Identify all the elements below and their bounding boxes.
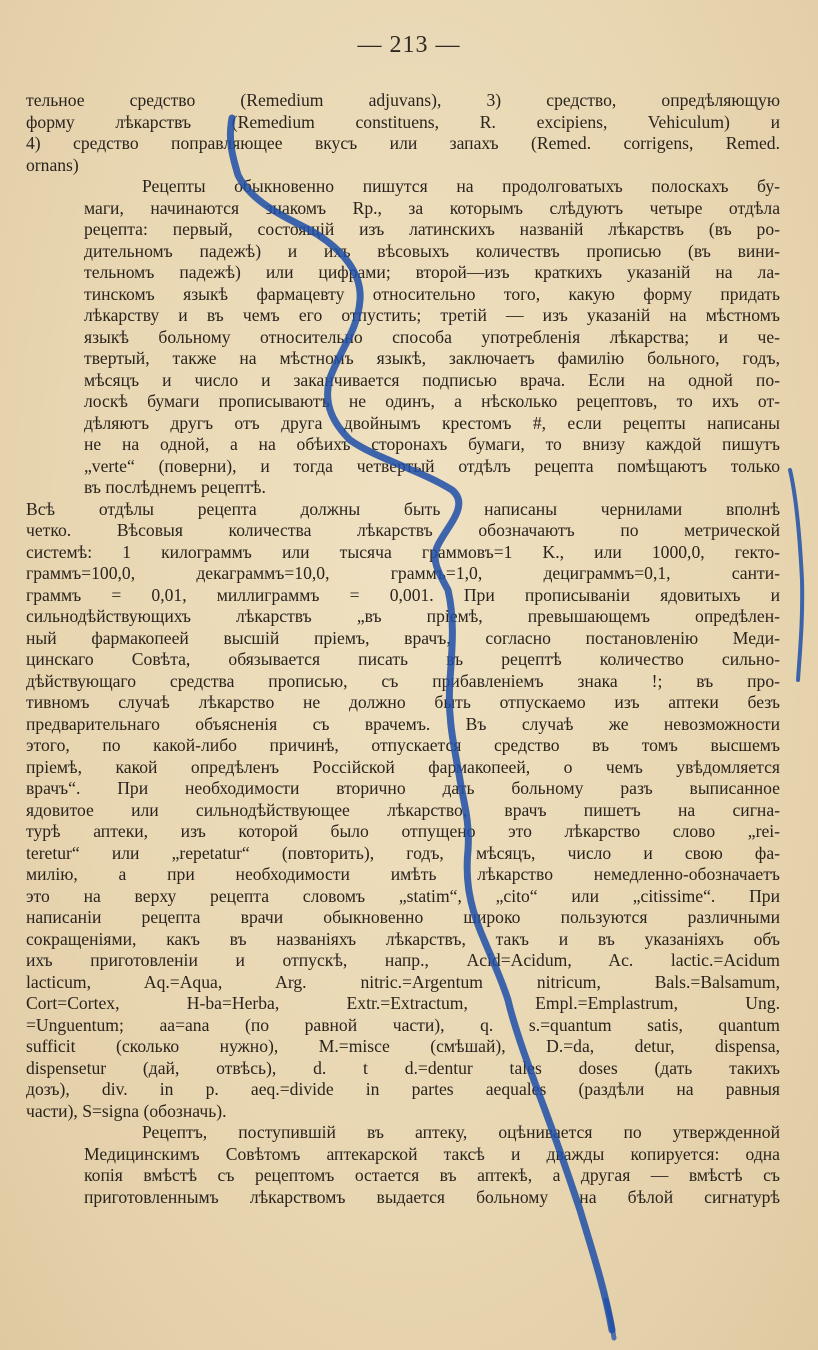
text-line: Медицинскимъ Совѣтомъ аптекарской таксѣ и дважды копируется: одна [84, 1143, 780, 1164]
text-line: лѣкарству и въ чемъ его отпустить; третій — изъ указаній на мѣстномъ [84, 305, 780, 325]
pen-stroke-right [790, 470, 802, 680]
text-line: языкѣ больному относительно способа употребленія лѣкарства; и че- [84, 326, 780, 347]
text-line: копія вмѣстѣ съ рецептомъ остается въ аптекѣ, а другая — вмѣстѣ съ [84, 1165, 780, 1185]
text-line: милію, а при необходимости имѣть лѣкарство немедленно-обозначаетъ [26, 864, 780, 884]
text-line: этого, по какой-либо причинѣ, отпускается средство въ томъ высшемъ [26, 735, 780, 755]
text-line: мѣсяцъ и число и заканчивается подписью врача. Если на одной по- [84, 369, 780, 390]
paragraph-2 [26, 176, 780, 499]
text-line: маги, начинаются знакомъ Rp., за которымъ слѣдуютъ четыре отдѣла [84, 197, 780, 218]
text-line: врачъ“. При необходимости вторично дать больному разъ выписанное [26, 778, 780, 798]
text-line: сокращеніями, какъ въ названіяхъ лѣкарствъ, такъ и въ указаніяхъ объ [26, 928, 780, 949]
text-line: Всѣ отдѣлы рецепта должны быть написаны чернилами вполнѣ [26, 498, 780, 519]
text-line: цинскаго Совѣта, обязывается писать въ рецептѣ количество сильно- [26, 649, 780, 669]
text-line: системѣ: 1 килограммъ или тысяча граммовъ=1 K., или 1000,0, гекто- [26, 541, 780, 562]
text-line: ядовитое или сильнодѣйствующее лѣкарство, врачъ пишетъ на сигна- [26, 799, 780, 820]
text-line: Рецепты обыкновенно пишутся на продолговатыхъ полоскахъ бу- [142, 176, 780, 196]
text-line: написаніи рецепта врачи обыкновенно широко пользуются различными [26, 907, 780, 927]
body-text [26, 90, 780, 1208]
text-line: форму лѣкарствъ (Remedium constituens, R. excipiens, Vehiculum) и [26, 111, 780, 132]
paragraph-4 [26, 1122, 780, 1208]
text-line: dispensetur (дай, отвѣсь), d. t d.=dentur tales doses (дать такихъ [26, 1057, 780, 1078]
text-line: пріемѣ, какой опредѣленъ Россійской фармакопеей, о чемъ увѣдомляется [26, 756, 780, 777]
text-line: предварительнаго объясненія съ врачемъ. Въ случаѣ же невозможности [26, 713, 780, 734]
text-line: это на верху рецепта словомъ „statim“, „cito“ или „citissime“. При [26, 885, 780, 906]
text-line: ный фармакопеей высшій пріемъ, врачъ, согласно постановленію Меди- [26, 627, 780, 648]
text-line: „verte“ (поверни), и тогда четвертый отдѣлъ рецепта помѣщаютъ только [84, 455, 780, 476]
text-line: дозъ), div. in p. aeq.=divide in partes aequales (раздѣли на равныя [26, 1079, 780, 1099]
text-line: 4) средство поправляющее вкусъ или запахъ (Remed. corrigens, Remed. [26, 133, 780, 153]
text-line: sufficit (сколько нужно), M.=misce (смѣшай), D.=da, detur, dispensa, [26, 1036, 780, 1056]
text-line: дѣляютъ другъ отъ друга двойнымъ крестомъ #, если рецепты написаны [84, 412, 780, 433]
text-line: приготовленнымъ лѣкарствомъ выдается больному на бѣлой сигнатурѣ [84, 1186, 780, 1207]
text-line: четко. Вѣсовыя количества лѣкарствъ обозначаютъ по метрической [26, 520, 780, 540]
page-number: — 213 — [357, 32, 461, 58]
text-line: тельномъ падежѣ) или цифрами; второй—изъ краткихъ указаній на ла- [84, 262, 780, 282]
text-line: рецепта: первый, состоящій изъ латинскихъ названій лѣкарствъ (въ ро- [84, 219, 780, 239]
text-line: тинскомъ языкѣ фармацевту относительно того, какую форму придать [84, 283, 780, 304]
text-line: не на одной, а на обѣихъ сторонахъ бумаги, то внизу каждой пишутъ [84, 434, 780, 454]
text-line: части), S=signa (обозначь). [26, 1100, 227, 1121]
text-line: teretur“ или „repetatur“ (повторить), годъ, мѣсяцъ, число и свою фа- [26, 842, 780, 863]
text-line: =Unguentum; aa=ana (по равной части), q. s.=quantum satis, quantum [26, 1014, 780, 1035]
text-line: граммъ=100,0, декаграммъ=10,0, граммъ=1,0, дециграммъ=0,1, санти- [26, 563, 780, 583]
text-line: тивномъ случаѣ лѣкарство не должно быть отпускаемо изъ аптеки безъ [26, 692, 780, 712]
text-line: Cort=Cortex, H-ba=Herba, Extr.=Extractum, Empl.=Emplastrum, Ung. [26, 993, 780, 1013]
text-line: граммъ = 0,01, миллиграммъ = 0,001. При прописываніи ядовитыхъ и [26, 584, 780, 605]
text-line: Рецептъ, поступившій въ аптеку, оцѣнивается по утвержденной [142, 1122, 780, 1142]
paragraph-3 [26, 499, 780, 1123]
text-line: въ послѣднемъ рецептѣ. [84, 477, 266, 497]
text-line: дѣйствующаго средства прописью, съ прибавленіемъ знака !; въ про- [26, 670, 780, 691]
text-line: ornans) [26, 154, 79, 175]
text-line: lacticum, Aq.=Aqua, Arg. nitric.=Argentum nitricum, Bals.=Balsamum, [26, 971, 780, 992]
text-line: дительномъ падежѣ) и ихъ вѣсовыхъ количествъ прописью (въ вини- [84, 240, 780, 261]
pen-stroke-small [606, 1300, 614, 1338]
text-line: твертый, также на мѣстномъ языкѣ, заключаетъ фамилію больного, годъ, [84, 348, 780, 368]
text-line: тельное средство (Remedium adjuvans), 3) средство, опредѣляющую [26, 90, 780, 110]
text-line: турѣ аптеки, изъ которой было отпущено это лѣкарство слово „rei- [26, 821, 780, 841]
paragraph-1 [26, 90, 780, 176]
text-line: сильнодѣйствующихъ лѣкарствъ „въ пріемѣ, превышающемъ опредѣлен- [26, 606, 780, 626]
text-line: лоскѣ бумаги прописываютъ не одинъ, а нѣсколько рецептовъ, то ихъ от- [84, 391, 780, 411]
text-line: ихъ приготовленіи и отпускѣ, напр., Acid=Acidum, Ac. lactic.=Acidum [26, 950, 780, 970]
